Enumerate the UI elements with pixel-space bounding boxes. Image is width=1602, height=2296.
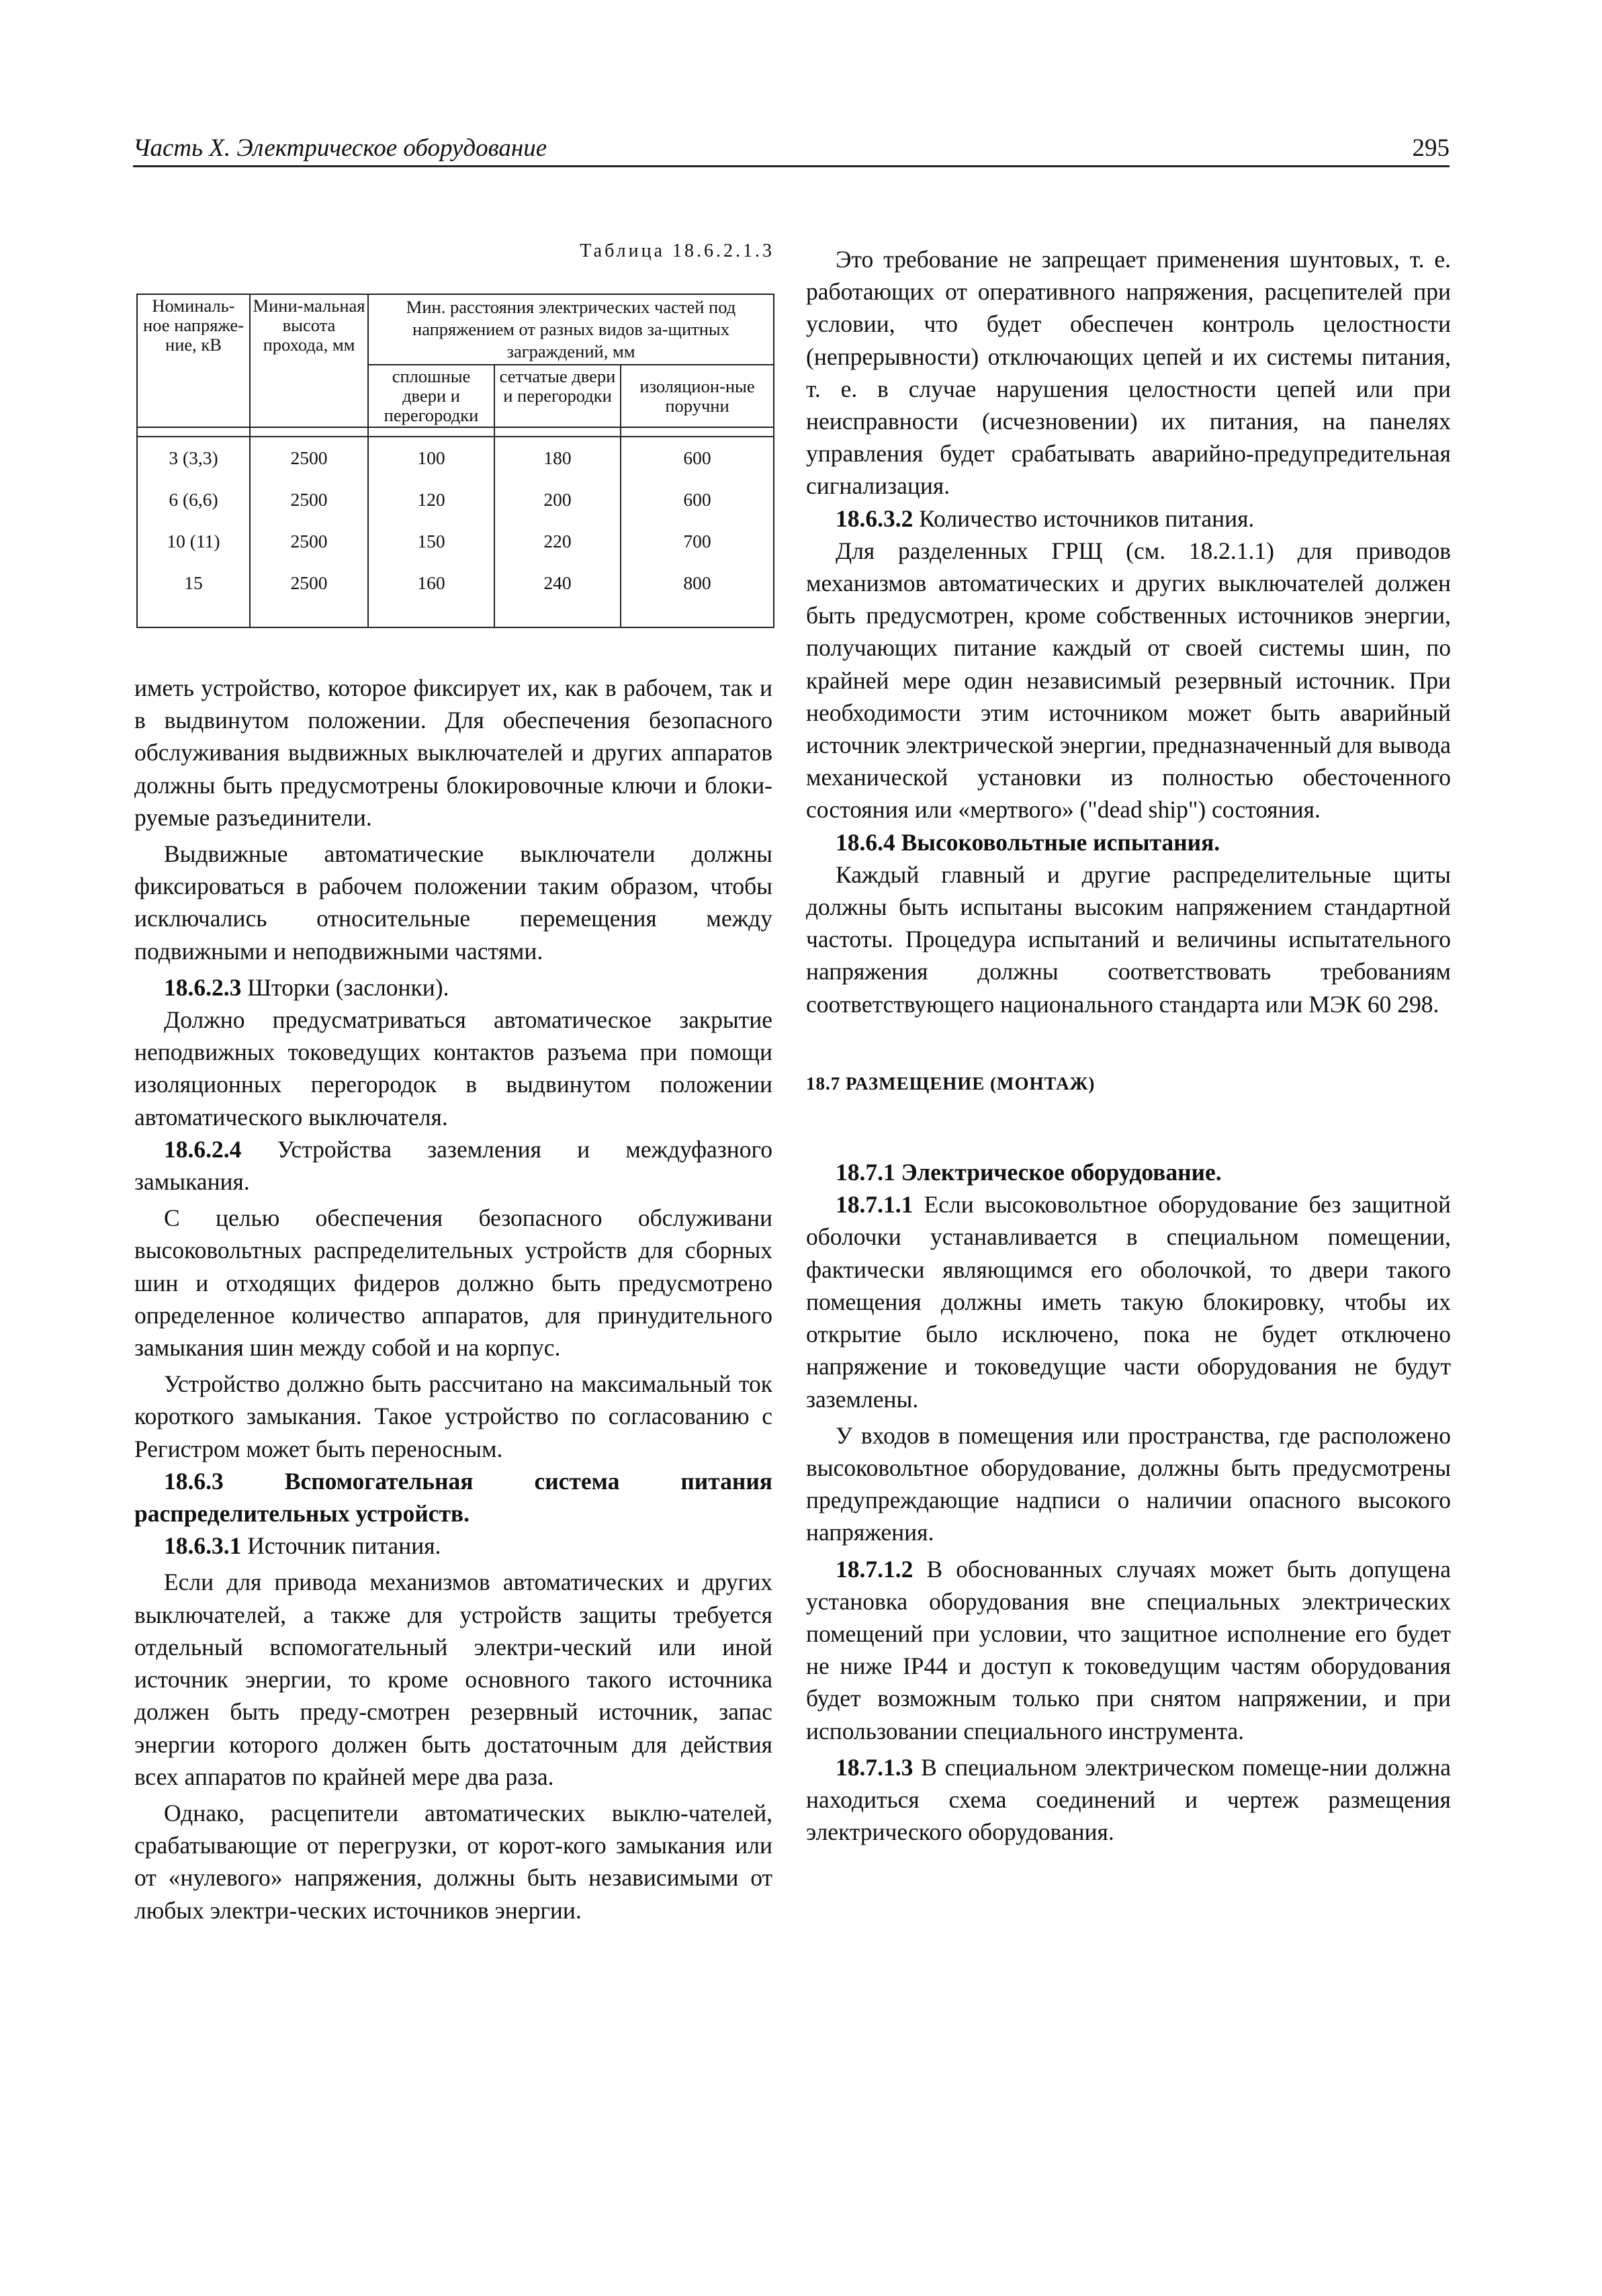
clause-number: 18.6.3.1 [164, 1532, 242, 1560]
header-mesh: сетчатые двери и перегородки [494, 365, 621, 427]
paragraph: Выдвижные автоматические выключатели должны фиксироваться в рабочем положении таким образом, чтобы исключались относительные перемещения между подвижными и неподвижными частями. [134, 840, 772, 965]
section-title: 18.7 РАЗМЕЩЕНИЕ (МОНТАЖ) [806, 1073, 1096, 1094]
section-heading: 18.7.1 Электрическое оборудование. [836, 1159, 1222, 1186]
left-column [134, 672, 772, 1927]
paragraph: С целью обеспечения безопасного обслуживани высоковольтных распределительных устройств для сборных шин и отходящих фидеров должно быть предусмотрено определенное количество аппаратов, для принудительного замыкания шин между собой и на корпус. [134, 1204, 772, 1362]
clause-heading: 18.6.2.4 Устройства заземления и междуфазного замыкания. [134, 1135, 772, 1196]
table-row [137, 437, 774, 479]
cell: 150 [368, 521, 494, 562]
cell: 100 [368, 437, 494, 479]
cell: 180 [494, 437, 621, 479]
cell: 2500 [250, 562, 368, 604]
page-header [133, 132, 1450, 167]
cell: 2500 [250, 479, 368, 521]
cell: 3 (3,3) [137, 437, 250, 479]
cell: 15 [137, 562, 250, 604]
cell: 200 [494, 479, 621, 521]
cell: 700 [621, 521, 774, 562]
clearance-table [136, 294, 773, 608]
table-row [137, 562, 774, 604]
cell: 240 [494, 562, 621, 604]
table-row [137, 479, 774, 521]
header-rails: изоляцион-ные поручни [621, 365, 774, 427]
clause-heading: 18.7.1.3 В специальном электрическом помеще-нии должна находиться схема соединений и чертеж размещения электрического оборудования. [806, 1753, 1451, 1846]
paragraph: Если для привода механизмов автоматических и других выключателей, а также для устройств защиты требуется отдельный вспомогательный электри-ческий или иной источник энергии, то кроме основного такого источника должен быть преду-смотрен резервный источник, запас энергии которого должен быть достаточным для действия всех аппаратов по крайней мере два раза. [134, 1569, 772, 1790]
clause-heading: 18.6.2.3 Шторки (заслонки). [164, 973, 449, 1001]
cell: 220 [494, 521, 621, 562]
header-passage: Мини-мальная высота прохода, мм [250, 294, 368, 427]
clause-heading: 18.7.1.1 Если высоковольтное оборудование без защитной оболочки устанавливается в специальном помещении, фактически являющимся его оболочкой, то двери такого помещения должны иметь такую блокировку, чтобы их открытие было исключено, пока не будет отключено напряжение и токоведущие части оборудования не будут заземлены. [806, 1191, 1451, 1413]
section-heading: 18.6.4 Высоковольтные испытания. [836, 828, 1220, 856]
cell: 6 (6,6) [137, 479, 250, 521]
paragraph: Однако, расцепители автоматических выклю-чателей, срабатывающие от перегрузки, от корот-кого замыкания или от «нулевого» напряжения, должны быть независимыми от любых электри-ческих источников энергии. [134, 1799, 772, 1924]
clause-heading: 18.7.1.2 В обоснованных случаях может быть допущена установка оборудования вне специальных электрических помещений при условии, что защитное исполнение его будет не ниже IP44 и доступ к токоведущим частям оборудования будет возможным только при снятом напряжении, и при использовании специального инструмента. [806, 1555, 1451, 1745]
table-caption: Таблица 18.6.2.1.3 [580, 240, 774, 261]
paragraph: Каждый главный и другие распределительные щиты должны быть испытаны высоким напряжением стандартной частоты. Процедура испытаний и величины испытательного напряжения должны соответствовать требованиям соответствующего национального стандарта или МЭК 60 298. [806, 860, 1451, 1018]
paragraph: Это требование не запрещает применения шунтовых, т. е. работающих от оперативного напряжения, расцепителей при условии, что будет обеспечен контроль целостности (непрерывности) отключающих цепей и их системы питания, т. е. в случае нарушения целостности цепей или при неисправности (исчезновении) их питания, на панелях управления будет срабатывать аварийно-предупредительная сигнализация. [806, 246, 1451, 500]
cell: 10 (11) [137, 521, 250, 562]
cell: 2500 [250, 437, 368, 479]
clause-number: 18.6.3.2 [836, 504, 914, 532]
paragraph: У входов в помещения или пространства, где расположено высоковольтное оборудование, должны быть предусмотрены предупреждающие надписи о наличии опасного высокого напряжения. [806, 1421, 1451, 1546]
clause-number: 18.7.1.3 [836, 1753, 914, 1781]
cell: 800 [621, 562, 774, 604]
clause-number: 18.6.2.4 [164, 1135, 242, 1163]
paragraph: Устройство должно быть рассчитано на максимальный ток короткого замыкания. Такое устройство по согласованию с Регистром может быть переносным. [134, 1370, 772, 1462]
clause-number: 18.7.1.1 [836, 1191, 914, 1219]
header-voltage: Номиналь-ное напряже-ние, кВ [137, 294, 250, 427]
right-column [806, 243, 1451, 1848]
running-title: Часть X. Электрическое оборудование [133, 134, 547, 162]
section-heading: 18.6.3 Вспомогательная система питания распределительных устройств. [134, 1467, 772, 1528]
cell: 600 [621, 479, 774, 521]
paragraph: Для разделенных ГРЩ (см. 18.2.1.1) для приводов механизмов автоматических и других выключателей должен быть предусмотрен, кроме собственных источников энергии, получающих питание каждый от своей системы шин, по крайней мере один независимый резервный источник. При необходимости этим источником может быть аварийный источник электрической энергии, предназначенный для вывода механической установки из полностью обесточенного состояния или «мертвого» ("dead ship") состояния. [806, 537, 1451, 824]
clause-heading: 18.6.3.2 Количество источников питания. [836, 504, 1255, 532]
paragraph: иметь устройство, которое фиксирует их, как в рабочем, так и в выдвинутом положении. Для обеспечения безопасного обслуживания выдвижных выключателей и других аппаратов должны быть предусмотрены блокировочные ключи и блоки-руемые разъединители. [134, 674, 772, 831]
header-solid: сплошные двери и перегородки [368, 365, 494, 427]
clause-heading: 18.6.3.1 Источник питания. [164, 1532, 441, 1560]
clause-number: 18.6.2.3 [164, 973, 242, 1001]
header-distances: Мин. расстояния электрических частей под напряжением от разных видов за-щитных заграждений, мм [368, 294, 774, 365]
cell: 2500 [250, 521, 368, 562]
table-row [137, 521, 774, 562]
cell: 120 [368, 479, 494, 521]
paragraph: Должно предусматриваться автоматическое закрытие неподвижных токоведущих контактов разъема при помощи изоляционных перегородок в выдвинутом положении автоматического выключателя. [134, 1006, 772, 1131]
cell: 600 [621, 437, 774, 479]
page-number: 295 [1412, 134, 1450, 162]
clause-number: 18.7.1.2 [836, 1555, 914, 1583]
cell: 160 [368, 562, 494, 604]
